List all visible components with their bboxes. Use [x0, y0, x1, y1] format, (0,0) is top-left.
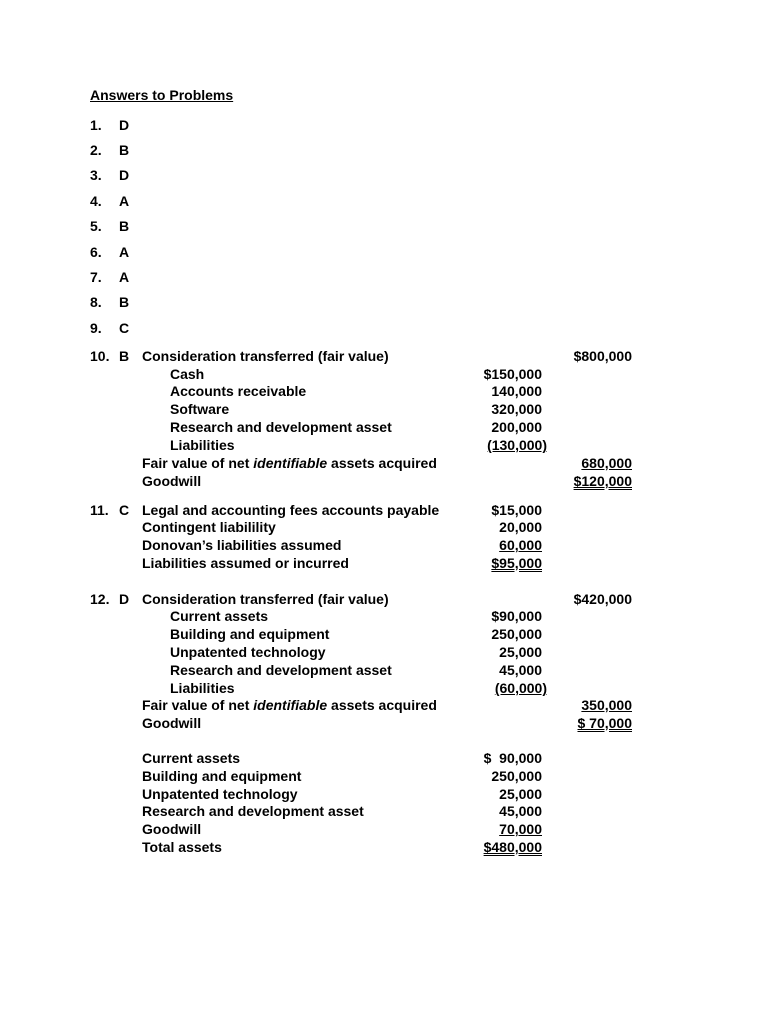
p10-item-amount: 320,000	[491, 401, 542, 417]
p12-fv-amount: 350,000	[581, 697, 632, 713]
p12-item-label: Current assets	[170, 608, 269, 624]
p11-row-label: Donovan’s liabilities assumed	[142, 537, 342, 553]
problem-10-num: 10.	[90, 348, 110, 364]
p12-asset-amount: $ 90,000	[483, 750, 542, 766]
answer-num: 9.	[90, 320, 102, 336]
answer-num: 1.	[90, 117, 102, 133]
p10-heading: Consideration transferred (fair value)	[142, 348, 389, 364]
p12-asset-label: Goodwill	[142, 821, 202, 837]
page-title: Answers to Problems	[90, 87, 234, 103]
p12-asset-amount: 250,000	[491, 768, 542, 784]
p12-asset-label: Current assets	[142, 750, 241, 766]
p12-item-label: Building and equipment	[170, 626, 330, 642]
p12-goodwill-amount: $ 70,000	[577, 715, 632, 731]
p10-goodwill-label: Goodwill	[142, 473, 202, 489]
p12-heading: Consideration transferred (fair value)	[142, 591, 389, 607]
p12-heading-amount: $420,000	[573, 591, 632, 607]
p12-item-label: Research and development asset	[170, 662, 392, 678]
p11-row-label: Liabilities assumed or incurred	[142, 555, 349, 571]
p12-asset-amount: 70,000	[499, 821, 542, 837]
p10-goodwill-amount: $120,000	[573, 473, 632, 489]
p11-row-label: Contingent liabilility	[142, 519, 276, 535]
answer-letter: C	[119, 320, 130, 336]
p12-item-amount: 25,000	[499, 644, 542, 660]
p12-item-label: Unpatented technology	[170, 644, 326, 660]
p12-item-label: Liabilities	[170, 680, 235, 696]
p12-goodwill-label: Goodwill	[142, 715, 202, 731]
p10-item-amount: $150,000	[483, 366, 542, 382]
answer-num: 4.	[90, 193, 102, 209]
p10-item-amount: 200,000	[491, 419, 542, 435]
answer-num: 7.	[90, 269, 102, 285]
p12-asset-label: Research and development asset	[142, 803, 364, 819]
p12-item-amount: 250,000	[491, 626, 542, 642]
p12-asset-label: Building and equipment	[142, 768, 302, 784]
p10-item-label: Accounts receivable	[170, 383, 307, 399]
p10-item-amount: 140,000	[491, 383, 542, 399]
answer-num: 3.	[90, 167, 102, 183]
p12-asset-amount: 45,000	[499, 803, 542, 819]
p10-item-label: Cash	[170, 366, 205, 382]
p11-row-amount: 20,000	[499, 519, 542, 535]
problem-12-num: 12.	[90, 591, 110, 607]
p12-fv-label: Fair value of net identifiable assets acquired	[142, 697, 437, 713]
answer-letter: D	[119, 117, 130, 133]
answer-num: 8.	[90, 294, 102, 310]
p10-fv-amount: 680,000	[581, 455, 632, 471]
p12-asset-label: Unpatented technology	[142, 786, 298, 802]
p12-asset-amount: 25,000	[499, 786, 542, 802]
problem-10-letter: B	[119, 348, 130, 364]
answer-letter: D	[119, 167, 130, 183]
p10-item-amount: (130,000)	[487, 437, 547, 453]
p10-item-label: Research and development asset	[170, 419, 392, 435]
answer-letter: B	[119, 142, 130, 158]
p11-row-label: Legal and accounting fees accounts payable	[142, 502, 440, 518]
problem-11-letter: C	[119, 502, 130, 518]
answer-letter: A	[119, 244, 130, 260]
p12-asset-label: Total assets	[142, 839, 222, 855]
problem-11-num: 11.	[90, 502, 109, 518]
answer-letter: B	[119, 294, 130, 310]
answer-num: 5.	[90, 218, 102, 234]
p12-item-amount: 45,000	[499, 662, 542, 678]
p10-fv-label: Fair value of net identifiable assets acquired	[142, 455, 437, 471]
problem-12-letter: D	[119, 591, 130, 607]
p12-item-amount: (60,000)	[494, 680, 547, 696]
p11-row-amount: $15,000	[491, 502, 542, 518]
p10-item-label: Liabilities	[170, 437, 235, 453]
p10-heading-amount: $800,000	[573, 348, 632, 364]
p12-total-assets-amount: $480,000	[483, 839, 542, 855]
p10-item-label: Software	[170, 401, 230, 417]
answer-letter: A	[119, 269, 130, 285]
p11-total-amount: $95,000	[491, 555, 542, 571]
p11-row-amount: 60,000	[499, 537, 542, 553]
answer-num: 2.	[90, 142, 102, 158]
answer-num: 6.	[90, 244, 102, 260]
p12-item-amount: $90,000	[491, 608, 542, 624]
answer-letter: A	[119, 193, 130, 209]
answer-letter: B	[119, 218, 130, 234]
